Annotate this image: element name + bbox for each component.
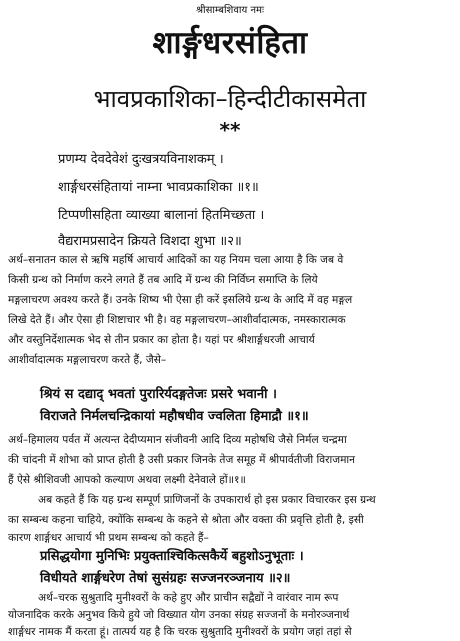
text-line: अब कहते हैं कि यह ग्रन्थ सम्पूर्ण प्राणिजनों के उपकारार्थ हो इस प्रकार विचारकर इस ग्रन्थ [38, 494, 376, 506]
page-subtitle: भावप्रकाशिका–हिन्दीटीकासमेता [93, 85, 367, 113]
mangala-verse-line: प्रणम्य देवदेवेशं दुःखत्रयविनाशकम् । [58, 152, 224, 167]
sloka-line: विधीयते शार्ङ्गधरेण तेषां सुसंग्रहः सज्जनरञ्जनाय ॥२॥ [40, 571, 291, 586]
commentary-paragraph-1 [8, 250, 454, 370]
sloka-line: प्रसिद्धयोगा मुनिभिः प्रयुक्ताश्चिकित्सकैर्ये बहुशोऽनुभूताः । [40, 549, 304, 564]
text-line: अर्थ–हिमालय पर्वत में अत्यन्त देदीप्यमान संजीवनी आदि दिव्य महोषधि जैसे निर्मल चन्द्रमा [8, 434, 347, 446]
text-line: कारण शार्ङ्गधर आचार्य भी प्रथम सम्बन्ध को कहते हैं– [8, 532, 209, 544]
text-line: की चांदनी में शोभा को प्राप्त होती है उसी प्रकार जिनके तेज समूह में श्रीपार्वतीजी विराजमान [8, 454, 356, 466]
text-line: लिखे देते हैं। और ऐसा ही शिष्टाचार भी है। वह मङ्गलाचरण–आशीर्वादात्मक, नमस्कारात्मक [8, 314, 346, 326]
text-line: अर्थ–सनातन काल से ऋषि महर्षि आचार्य आदिकों का यह नियम चला आया है कि जब वे [8, 254, 344, 266]
sloka-line: श्रियं स दद्याद् भवतां पुरारिर्यदङ्गतेजः प्रसरे भवानी । [40, 387, 277, 402]
text-line: और वस्तुनिर्देशात्मक भेद से तीन प्रकार का होता है। यहां पर श्रीशार्ङ्गधरजी आचार्य [8, 334, 315, 346]
text-line: अर्थ–चरक सुश्रुतादि मुनीश्वरों के कहे हुए और प्राचीन सद्वैद्यों ने वारंवार नाम रूप [38, 592, 339, 604]
commentary-paragraph-2 [8, 430, 454, 530]
text-line: हैं ऐसे श्रीशिवजी आपको कल्याण अथवा लक्ष्मी देनेवाले हों॥१॥ [8, 474, 246, 486]
mangala-verse-line: शार्ङ्गधरसंहितायां नाम्ना भावप्रकाशिका ॥१॥ [58, 180, 259, 195]
text-line: शार्ङ्गधर नामक मैं करता हूं। तात्पर्य यह है कि चरक सुश्रुतादि मुनीश्वरों के प्रयोग जहां तहां से [8, 626, 352, 638]
text-line: का सम्बन्ध कहना चाहिये, क्योंकि सम्बन्ध के कहने से श्रोता और वक्ता की प्रवृत्ति होती है, इसी [8, 514, 364, 526]
page-title: शार्ङ्गधरसंहिता [152, 25, 308, 61]
text-line: योजनादिक करके अनुभव किये हुये जो विख्यात योग उनका संग्रह सज्जनों के मनोरञ्जनार्थ [8, 609, 350, 621]
mangala-verse-line: वैद्यरामप्रसादेन क्रियते विशदा शुभा ॥२॥ [58, 234, 242, 249]
commentary-paragraph-3 [8, 590, 454, 641]
sloka-line: विराजते निर्मलचन्द्रिकायां महौषधीव ज्वलिता हिमाद्रौ ॥१॥ [40, 409, 309, 424]
invocation-line: श्रीसाम्बशिवाय नमः [195, 5, 265, 16]
text-line: मङ्गलाचरण अवश्य करते हैं। उनके शिष्य भी ऐसा ही करें इसलिये ग्रन्थ के आदि में वह मङ्गल [8, 294, 353, 306]
stars-ornament: ** [219, 118, 241, 142]
mangala-verse-line: टिप्पणीसहिता व्याख्या बालानां हितमिच्छता । [58, 208, 265, 223]
text-line: किसी ग्रन्थ को निर्माण करने लगते हैं तब आदि में ग्रन्थ की निर्विघ्न समाप्ति के लिये [8, 274, 318, 286]
text-line: आशीर्वादात्मक मङ्गलाचरण करते हैं, जैसे– [8, 354, 167, 366]
commentary-paragraph-2-end [8, 528, 454, 548]
